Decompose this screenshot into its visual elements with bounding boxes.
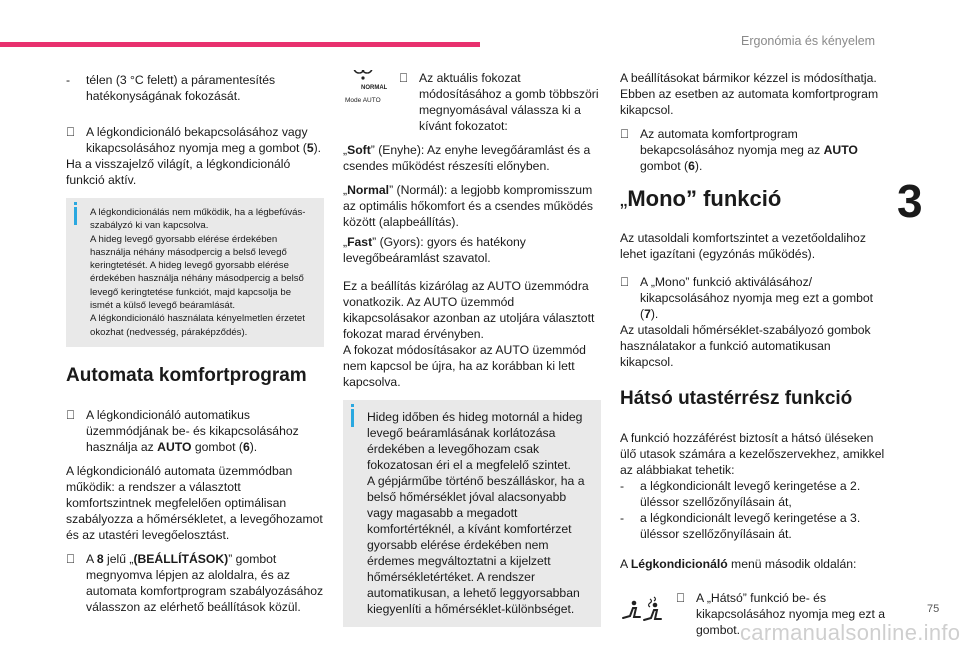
quote-open: „: [343, 183, 348, 197]
step-text-mid: gombot (: [191, 439, 243, 454]
step-item: [399, 70, 601, 134]
step-text-mid: jelű „: [103, 551, 134, 566]
step-bullet-icon: [66, 551, 75, 567]
mode-fast: [343, 234, 601, 266]
dash-item: [620, 478, 885, 510]
mode-soft: [343, 142, 601, 174]
note-line: A légkondicionálás nem működik, ha a légbefúvás-szabályzó ki van kapcsolva.: [90, 207, 306, 232]
step-text: Az automata komfortprogram bekapcsolásához nyomja meg az: [640, 127, 824, 157]
mode-icon-box: [343, 70, 399, 134]
dash-text: a légkondicionált levegő keringetése a 3. üléssor szellőzőnyílásain át.: [640, 511, 861, 541]
chapter-number: 3: [897, 175, 923, 227]
step-text: Az aktuális fokozat módosításához a gomb többszöri megnyomásával válassza ki a kívánt fokozatot:: [419, 71, 599, 133]
paragraph: A beállításokat bármikor kézzel is módosíthatja. Ebben az esetben az automata komfortprogram kikapcsol.: [620, 71, 879, 117]
header-accent-bar: [0, 42, 480, 47]
button-label: AUTO: [157, 439, 192, 454]
step-text-end: ).: [694, 159, 703, 173]
column-2: [343, 70, 601, 643]
heading-term: Mono: [627, 186, 686, 211]
step-bullet-icon: [620, 126, 629, 142]
paragraph: Az utasoldali hőmérséklet-szabályozó gombok használatakor a funkció automatikusan kikapcsol.: [620, 323, 871, 369]
step-item: [66, 124, 324, 156]
paragraph: Az utasoldali komfortszintet a vezetőoldalihoz lehet igazítani (egyzónás működés).: [620, 231, 866, 261]
mode-normal: [343, 182, 601, 230]
mode-step: [343, 70, 601, 134]
step-item: [66, 551, 324, 615]
mode-name: Fast: [347, 235, 373, 249]
dash-text: a légkondicionált levegő keringetése a 2. üléssor szellőzőnyílásain át,: [640, 479, 861, 509]
rear-icon-box: [620, 590, 676, 638]
step-bullet-icon: [399, 70, 408, 86]
watermark: carmanualsonline.info: [740, 620, 960, 645]
dash-marker: -: [66, 73, 71, 87]
step-item: [676, 590, 885, 638]
step-bullet-icon: [676, 590, 685, 606]
step-text: A: [86, 551, 97, 566]
mode-desc: ” (Gyors): gyors és hatékony levegőbeáramlást szavatol.: [343, 235, 526, 265]
quote-open: „: [343, 235, 348, 249]
text: menü második oldalán:: [727, 557, 857, 571]
column-1: [66, 72, 324, 623]
button-ref: 7: [644, 307, 651, 321]
heading-rest: ” funkció: [685, 186, 782, 211]
step-text-end: ” gombot megnyomva lépjen az aloldalra, és az automata komfortprogram szabályozásához válasszon az elérhető beállítások közül.: [86, 551, 324, 614]
dash-text: télen (3 °C felett) a páramentesítés hatékonyságának fokozását.: [86, 73, 276, 103]
paragraph: Ha a visszajelző világít, a légkondicionáló funkció aktív.: [66, 157, 291, 187]
dash-item: [66, 72, 324, 104]
step-text-end: ).: [650, 307, 659, 321]
rear-seat-icon: [620, 596, 666, 626]
step-item: [620, 274, 885, 322]
step-text: A légkondicionáló automatikus üzemmódjának be- és kikapcsolásához használja az: [86, 407, 299, 454]
text: A: [620, 557, 631, 571]
dash-marker: -: [620, 479, 625, 493]
note-line: A gépjárműbe történő beszálláskor, ha a belső hőmérséklet jóval alacsonyabb vagy magasabb a megadott komfortértéknél, a kívánt komfortérzet gyorsabb elérése érdekében nem érdemes megváltoztatni a kijelzett hőmérsékletértéket. A rendszer automatikusan, a lehető leggyorsabban kiegyenlíti a hőmérséklet-különbséget.: [367, 474, 585, 616]
step-text-mid: gombot (: [640, 159, 689, 173]
info-note: [66, 198, 324, 347]
mode-name: Normal: [347, 183, 390, 197]
section-heading: Automata komfortprogram: [66, 364, 307, 386]
fan-mode-icon: [343, 70, 387, 106]
note-line: A légkondicionáló használata kényelmetlen érzetet okozhat (nedvesség, páraképződés).: [90, 313, 305, 338]
mode-desc: ” (Enyhe): Az enyhe levegőáramlást és a csendes működést részesíti előnyben.: [343, 143, 591, 173]
section-heading: Hátsó utastérrész funkció: [620, 388, 853, 409]
menu-name: Légkondicionáló: [630, 557, 728, 571]
rear-step: [620, 590, 885, 638]
info-note: [343, 400, 601, 627]
paragraph: A légkondicionáló automata üzemmódban működik: a rendszer a választott komfortszintnek megfelelően optimálisan szabályozza a hőmérsékletet, a levegőhozamot és az utastéri levegőelosztást.: [66, 463, 323, 542]
step-bullet-icon: [620, 274, 629, 290]
step-item: [66, 407, 324, 455]
button-ref: 6: [242, 439, 250, 454]
column-3: [620, 70, 885, 638]
dash-item: [620, 510, 885, 542]
section-title: Ergonómia és kényelem: [741, 34, 876, 48]
mode-name: Soft: [347, 143, 371, 157]
step-bullet-icon: [66, 407, 75, 423]
paragraph: A funkció hozzáférést biztosít a hátsó üléseken ülő utasok számára a kezelőszervekhez, amikkel az alábbiakat tehetik:: [620, 431, 885, 477]
step-text: A légkondicionáló bekapcsolásához vagy kikapcsolásához nyomja meg a gombot (: [86, 125, 308, 155]
step-text: A „Hátsó” funkció be- és kikapcsolásához nyomja meg ezt a gombot.: [696, 591, 886, 637]
step-text-end: ).: [313, 141, 322, 155]
info-icon: [74, 207, 77, 225]
button-ref: 8: [96, 551, 104, 566]
button-label: (BEÁLLÍTÁSOK): [133, 551, 229, 566]
page-number: 75: [927, 603, 940, 615]
quote-open: „: [343, 143, 348, 157]
button-ref: 6: [688, 159, 695, 173]
step-item: [620, 126, 885, 174]
step-text: A „Mono” funkció aktiválásához/ kikapcsolásához nyomja meg ezt a gombot (: [640, 275, 874, 321]
button-label: AUTO: [823, 143, 858, 157]
quote-open: „: [620, 186, 628, 211]
mode-icon-label-top: NORMAL: [361, 85, 387, 91]
paragraph: A fokozat módosításakor az AUTO üzemmód nem kapcsol be újra, ha az korábban ki lett kapcsolva.: [343, 343, 586, 389]
paragraph: [620, 556, 885, 572]
note-line: A hideg levegő gyorsabb elérése érdekében használja néhány másodpercig a belső levegő keringtetését. A hideg levegő gyorsabb elérése érdekében használja néhány másodpercig a belső levegő keringtetése funkciót, majd kapcsolja be ismét a külső levegő beáramlását.: [90, 233, 304, 312]
button-ref: 5: [306, 141, 314, 155]
note-line: Hideg időben és hideg motornál a hideg levegő beáramlásának korlátozása érdekében a levegőhozam csak fokozatosan éri el a megfelelő szintet.: [367, 410, 583, 472]
step-bullet-icon: [66, 124, 75, 140]
mode-icon-label-bottom: Mode AUTO: [345, 97, 381, 104]
dash-marker: -: [620, 511, 625, 525]
step-text-end: ).: [249, 439, 258, 454]
section-heading-mono: [620, 188, 885, 210]
info-icon: [351, 409, 354, 427]
paragraph: Ez a beállítás kizárólag az AUTO üzemmódra vonatkozik. Az AUTO üzemmód kikapcsolásakor azonban az utoljára választott fokozat marad érvényben.: [343, 279, 595, 341]
mode-desc: ” (Normál): a legjobb kompromisszum az optimális hőkomfort és a csendes működés között (alapbeállítás).: [343, 183, 593, 229]
